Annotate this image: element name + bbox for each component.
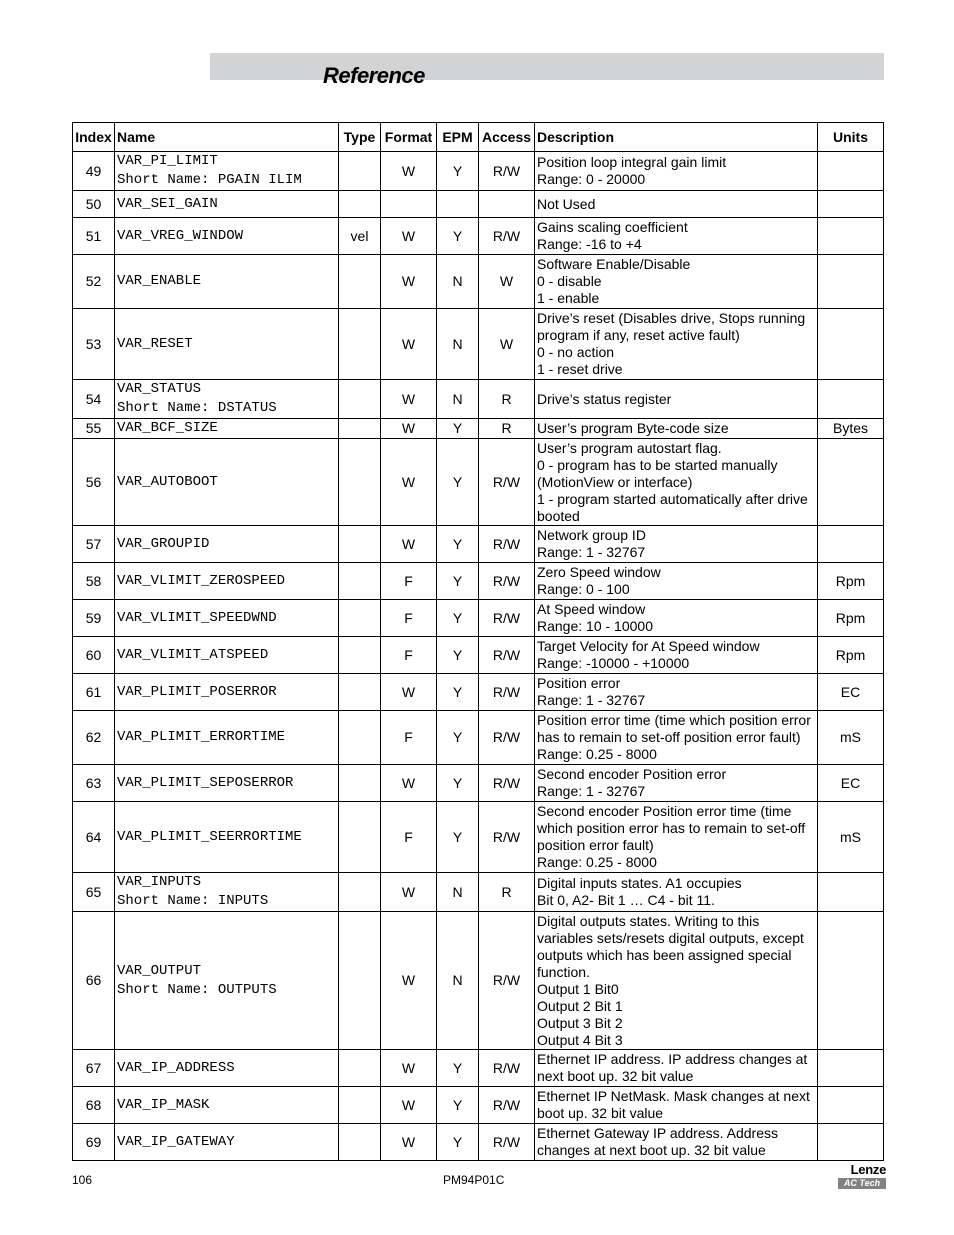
description-line: Output 3 Bit 2 xyxy=(537,1014,623,1031)
cell-epm: Y xyxy=(437,711,479,765)
cell-units xyxy=(818,309,884,380)
cell-name xyxy=(115,674,339,711)
description-line: Range: 0 - 100 xyxy=(537,581,630,597)
description-line: which position error has to remain to set-off xyxy=(537,820,806,836)
cell-units: Rpm xyxy=(818,637,884,674)
cell-name xyxy=(115,255,339,309)
description-line: User’s program Byte-code size xyxy=(537,420,729,436)
description-line: Range: 0 - 20000 xyxy=(537,171,646,187)
description-line: Range: 10 - 10000 xyxy=(537,618,653,634)
cell-units: EC xyxy=(818,765,884,802)
cell-format: W xyxy=(381,152,437,191)
cell-index: 60 xyxy=(73,637,115,674)
cell-access: R xyxy=(479,873,535,912)
cell-access: R/W xyxy=(479,765,535,802)
cell-name xyxy=(115,526,339,563)
cell-epm: Y xyxy=(437,674,479,711)
cell-index: 52 xyxy=(73,255,115,309)
cell-access: R/W xyxy=(479,218,535,255)
cell-index: 61 xyxy=(73,674,115,711)
cell-epm: Y xyxy=(437,152,479,191)
header-index: Index xyxy=(73,123,115,152)
cell-epm: N xyxy=(437,255,479,309)
cell-units xyxy=(818,255,884,309)
page-number: 106 xyxy=(72,1173,93,1187)
description-line: Digital outputs states. Writing to this xyxy=(537,912,760,929)
cell-index: 57 xyxy=(73,526,115,563)
description-line: function. xyxy=(537,963,590,980)
table-row xyxy=(73,380,884,419)
description-line: 1 - program started automatically after drive xyxy=(537,490,808,507)
description-line: Output 2 Bit 1 xyxy=(537,997,623,1014)
cell-format: W xyxy=(381,439,437,526)
brand-subtitle: AC Tech xyxy=(838,1178,886,1189)
cell-name xyxy=(115,309,339,380)
table-row xyxy=(73,873,884,912)
table-row xyxy=(73,802,884,873)
description-line: Zero Speed window xyxy=(537,564,661,580)
cell-description xyxy=(535,380,818,419)
cell-name xyxy=(115,873,339,912)
cell-units: Rpm xyxy=(818,563,884,600)
name-line: VAR_PLIMIT_ERRORTIME xyxy=(117,729,286,745)
cell-description xyxy=(535,637,818,674)
cell-type xyxy=(339,912,381,1050)
description-line: has to remain to set-off position error fault) xyxy=(537,729,801,745)
cell-epm: N xyxy=(437,380,479,419)
table-row xyxy=(73,563,884,600)
name-line: VAR_SEI_GAIN xyxy=(117,195,218,212)
cell-name xyxy=(115,419,339,439)
description-line: Drive’s status register xyxy=(537,390,672,407)
cell-type xyxy=(339,674,381,711)
table-row xyxy=(73,218,884,255)
name-line: Short Name: INPUTS xyxy=(117,893,269,909)
cell-name xyxy=(115,191,339,218)
cell-description xyxy=(535,765,818,802)
cell-name xyxy=(115,711,339,765)
cell-name xyxy=(115,765,339,802)
description-line: Output 4 Bit 3 xyxy=(537,1031,623,1048)
cell-name xyxy=(115,637,339,674)
cell-name xyxy=(115,912,339,1050)
cell-epm: N xyxy=(437,873,479,912)
cell-format: W xyxy=(381,380,437,419)
header-access: Access xyxy=(479,123,535,152)
cell-type xyxy=(339,526,381,563)
cell-format: W xyxy=(381,1124,437,1161)
header-epm: EPM xyxy=(437,123,479,152)
cell-access: R xyxy=(479,419,535,439)
cell-access: R/W xyxy=(479,802,535,873)
cell-access: R/W xyxy=(479,1124,535,1161)
description-line: Bit 0, A2- Bit 1 … C4 - bit 11. xyxy=(537,892,715,908)
table-row xyxy=(73,439,884,526)
cell-index: 49 xyxy=(73,152,115,191)
document-id: PM94P01C xyxy=(443,1173,505,1187)
cell-units xyxy=(818,1050,884,1087)
cell-index: 62 xyxy=(73,711,115,765)
cell-epm xyxy=(437,191,479,218)
cell-access: W xyxy=(479,255,535,309)
cell-index: 64 xyxy=(73,802,115,873)
cell-format: F xyxy=(381,563,437,600)
name-line: Short Name: PGAIN ILIM xyxy=(117,172,302,188)
cell-description xyxy=(535,1124,818,1161)
reference-table xyxy=(72,122,884,1161)
cell-type xyxy=(339,255,381,309)
table-row xyxy=(73,600,884,637)
description-line: Range: -10000 - +10000 xyxy=(537,655,690,671)
description-line: Ethernet Gateway IP address. Address xyxy=(537,1125,778,1141)
cell-format: W xyxy=(381,309,437,380)
description-line: 0 - program has to be started manually xyxy=(537,456,778,473)
table-row xyxy=(73,309,884,380)
cell-units xyxy=(818,191,884,218)
cell-units xyxy=(818,1087,884,1124)
description-line: Range: 1 - 32767 xyxy=(537,783,646,799)
cell-index: 54 xyxy=(73,380,115,419)
name-line: Short Name: OUTPUTS xyxy=(117,981,277,998)
cell-index: 63 xyxy=(73,765,115,802)
description-line: Range: 0.25 - 8000 xyxy=(537,854,657,870)
table-row xyxy=(73,765,884,802)
name-line: Short Name: DSTATUS xyxy=(117,400,277,416)
name-line: VAR_PLIMIT_POSERROR xyxy=(117,683,277,700)
description-line: outputs which has been assigned special xyxy=(537,946,792,963)
cell-name xyxy=(115,439,339,526)
description-line: Second encoder Position error xyxy=(537,766,727,782)
cell-units: EC xyxy=(818,674,884,711)
cell-type xyxy=(339,637,381,674)
cell-index: 67 xyxy=(73,1050,115,1087)
cell-type xyxy=(339,419,381,439)
name-line: VAR_IP_ADDRESS xyxy=(117,1059,235,1076)
description-line: Digital inputs states. A1 occupies xyxy=(537,875,742,891)
cell-epm: Y xyxy=(437,419,479,439)
cell-units: mS xyxy=(818,802,884,873)
cell-access: R/W xyxy=(479,563,535,600)
table-row xyxy=(73,1124,884,1161)
name-line: VAR_IP_MASK xyxy=(117,1096,210,1113)
cell-format: F xyxy=(381,637,437,674)
cell-format: W xyxy=(381,873,437,912)
name-line: VAR_RESET xyxy=(117,335,193,352)
cell-description xyxy=(535,873,818,912)
description-line: At Speed window xyxy=(537,601,646,617)
page-title: Reference xyxy=(323,63,425,88)
cell-units xyxy=(818,1124,884,1161)
lenze-logo xyxy=(838,1163,886,1189)
name-line: VAR_VREG_WINDOW xyxy=(117,227,244,244)
name-line: VAR_VLIMIT_SPEEDWND xyxy=(117,609,277,626)
cell-format: W xyxy=(381,912,437,1050)
cell-format: W xyxy=(381,1087,437,1124)
cell-description xyxy=(535,152,818,191)
table-row xyxy=(73,419,884,439)
table-row xyxy=(73,255,884,309)
table-header-row xyxy=(73,123,884,152)
cell-type xyxy=(339,1050,381,1087)
cell-description xyxy=(535,563,818,600)
name-line: VAR_PLIMIT_SEPOSERROR xyxy=(117,774,294,791)
cell-description xyxy=(535,419,818,439)
description-line: (MotionView or interface) xyxy=(537,473,693,490)
table-row xyxy=(73,191,884,218)
description-line: Position error xyxy=(537,675,621,691)
cell-index: 56 xyxy=(73,439,115,526)
table-row xyxy=(73,912,884,1050)
cell-access: R/W xyxy=(479,637,535,674)
name-line: VAR_IP_GATEWAY xyxy=(117,1133,235,1150)
cell-index: 59 xyxy=(73,600,115,637)
cell-units: Bytes xyxy=(818,419,884,439)
description-line: 1 - enable xyxy=(537,290,600,306)
cell-access: R/W xyxy=(479,439,535,526)
cell-format: W xyxy=(381,419,437,439)
header-bar xyxy=(210,53,884,80)
cell-units xyxy=(818,218,884,255)
cell-format: F xyxy=(381,600,437,637)
cell-name xyxy=(115,600,339,637)
cell-epm: N xyxy=(437,912,479,1050)
header-type: Type xyxy=(339,123,381,152)
cell-epm: Y xyxy=(437,1124,479,1161)
cell-index: 53 xyxy=(73,309,115,380)
cell-description xyxy=(535,711,818,765)
description-line: Network group ID xyxy=(537,527,646,543)
cell-epm: Y xyxy=(437,1050,479,1087)
description-line: Software Enable/Disable xyxy=(537,256,691,272)
cell-type xyxy=(339,152,381,191)
description-line: Ethernet IP NetMask. Mask changes at next xyxy=(537,1088,810,1104)
name-line: VAR_AUTOBOOT xyxy=(117,473,218,490)
description-line: Range: -16 to +4 xyxy=(537,236,642,252)
cell-index: 55 xyxy=(73,419,115,439)
cell-units xyxy=(818,912,884,1050)
cell-index: 58 xyxy=(73,563,115,600)
name-line: VAR_INPUTS xyxy=(117,874,202,890)
description-line: changes at next boot up. 32 bit value xyxy=(537,1142,766,1158)
description-line: variables sets/resets digital outputs, except xyxy=(537,929,804,946)
cell-description xyxy=(535,912,818,1050)
name-line: VAR_OUTPUT xyxy=(117,962,202,979)
cell-units: Rpm xyxy=(818,600,884,637)
table-row xyxy=(73,637,884,674)
cell-units xyxy=(818,526,884,563)
name-line: VAR_PI_LIMIT xyxy=(117,153,218,169)
cell-type xyxy=(339,711,381,765)
description-line: Range: 0.25 - 8000 xyxy=(537,746,657,762)
cell-name xyxy=(115,802,339,873)
cell-index: 51 xyxy=(73,218,115,255)
cell-units xyxy=(818,873,884,912)
cell-access: R xyxy=(479,380,535,419)
cell-description xyxy=(535,218,818,255)
table-body xyxy=(73,152,884,1161)
header-description: Description xyxy=(535,123,818,152)
cell-name xyxy=(115,563,339,600)
description-line: 0 - no action xyxy=(537,344,615,360)
cell-format: W xyxy=(381,526,437,563)
description-line: 1 - reset drive xyxy=(537,361,623,377)
cell-description xyxy=(535,600,818,637)
cell-description xyxy=(535,191,818,218)
cell-index: 50 xyxy=(73,191,115,218)
cell-name xyxy=(115,380,339,419)
description-line: Position error time (time which position error xyxy=(537,712,811,728)
table-row xyxy=(73,526,884,563)
cell-access: R/W xyxy=(479,526,535,563)
cell-units xyxy=(818,152,884,191)
description-line: Range: 1 - 32767 xyxy=(537,544,646,560)
cell-description xyxy=(535,309,818,380)
cell-access: R/W xyxy=(479,912,535,1050)
cell-format: W xyxy=(381,218,437,255)
description-line: Target Velocity for At Speed window xyxy=(537,638,760,654)
table-row xyxy=(73,674,884,711)
cell-description xyxy=(535,1050,818,1087)
cell-epm: Y xyxy=(437,802,479,873)
cell-format: W xyxy=(381,674,437,711)
cell-epm: Y xyxy=(437,600,479,637)
cell-name xyxy=(115,218,339,255)
cell-type xyxy=(339,1087,381,1124)
cell-type xyxy=(339,873,381,912)
cell-index: 69 xyxy=(73,1124,115,1161)
name-line: VAR_GROUPID xyxy=(117,535,210,552)
cell-access: R/W xyxy=(479,600,535,637)
cell-epm: Y xyxy=(437,765,479,802)
cell-epm: Y xyxy=(437,1087,479,1124)
cell-index: 65 xyxy=(73,873,115,912)
cell-epm: N xyxy=(437,309,479,380)
cell-access: R/W xyxy=(479,152,535,191)
cell-access xyxy=(479,191,535,218)
cell-description xyxy=(535,255,818,309)
cell-epm: Y xyxy=(437,563,479,600)
description-line: 0 - disable xyxy=(537,273,602,289)
cell-type xyxy=(339,439,381,526)
cell-epm: Y xyxy=(437,637,479,674)
table-row xyxy=(73,1087,884,1124)
description-line: Drive’s reset (Disables drive, Stops running xyxy=(537,310,806,326)
table-row xyxy=(73,711,884,765)
cell-format: F xyxy=(381,711,437,765)
cell-type xyxy=(339,563,381,600)
cell-type xyxy=(339,802,381,873)
cell-name xyxy=(115,1124,339,1161)
description-line: Second encoder Position error time (time xyxy=(537,803,792,819)
cell-access: W xyxy=(479,309,535,380)
header-units: Units xyxy=(818,123,884,152)
cell-description xyxy=(535,439,818,526)
cell-epm: Y xyxy=(437,218,479,255)
name-line: VAR_ENABLE xyxy=(117,273,202,289)
cell-epm: Y xyxy=(437,439,479,526)
cell-access: R/W xyxy=(479,711,535,765)
description-line: program if any, reset active fault) xyxy=(537,327,740,343)
table-row xyxy=(73,152,884,191)
cell-type xyxy=(339,765,381,802)
description-line: Not Used xyxy=(537,195,596,212)
cell-description xyxy=(535,674,818,711)
cell-access: R/W xyxy=(479,674,535,711)
description-line: Position loop integral gain limit xyxy=(537,154,727,170)
cell-epm: Y xyxy=(437,526,479,563)
header-format: Format xyxy=(381,123,437,152)
cell-format: W xyxy=(381,1050,437,1087)
description-line: Range: 1 - 32767 xyxy=(537,692,646,708)
description-line: position error fault) xyxy=(537,837,654,853)
cell-type xyxy=(339,600,381,637)
name-line: VAR_VLIMIT_ZEROSPEED xyxy=(117,572,286,589)
cell-format: F xyxy=(381,802,437,873)
cell-units xyxy=(818,380,884,419)
description-line: boot up. 32 bit value xyxy=(537,1105,664,1121)
cell-units xyxy=(818,439,884,526)
cell-units: mS xyxy=(818,711,884,765)
cell-access: R/W xyxy=(479,1087,535,1124)
cell-type xyxy=(339,191,381,218)
cell-index: 66 xyxy=(73,912,115,1050)
name-line: VAR_STATUS xyxy=(117,381,202,397)
cell-description xyxy=(535,526,818,563)
description-line: Ethernet IP address. IP address changes at xyxy=(537,1051,808,1067)
cell-type xyxy=(339,309,381,380)
cell-access: R/W xyxy=(479,1050,535,1087)
description-line: Output 1 Bit0 xyxy=(537,980,619,997)
description-line: booted xyxy=(537,507,580,524)
cell-description xyxy=(535,802,818,873)
description-line: User’s program autostart flag. xyxy=(537,439,722,456)
table-row xyxy=(73,1050,884,1087)
name-line: VAR_BCF_SIZE xyxy=(117,420,218,436)
cell-index: 68 xyxy=(73,1087,115,1124)
description-line: next boot up. 32 bit value xyxy=(537,1068,694,1084)
cell-type xyxy=(339,1124,381,1161)
description-line: Gains scaling coefficient xyxy=(537,219,688,235)
cell-name xyxy=(115,152,339,191)
cell-format xyxy=(381,191,437,218)
cell-name xyxy=(115,1087,339,1124)
name-line: VAR_VLIMIT_ATSPEED xyxy=(117,646,269,663)
cell-name xyxy=(115,1050,339,1087)
cell-type xyxy=(339,380,381,419)
cell-format: W xyxy=(381,765,437,802)
brand-name: Lenze xyxy=(850,1162,886,1177)
cell-type: vel xyxy=(339,218,381,255)
name-line: VAR_PLIMIT_SEERRORTIME xyxy=(117,828,302,845)
cell-format: W xyxy=(381,255,437,309)
cell-description xyxy=(535,1087,818,1124)
header-name: Name xyxy=(115,123,339,152)
